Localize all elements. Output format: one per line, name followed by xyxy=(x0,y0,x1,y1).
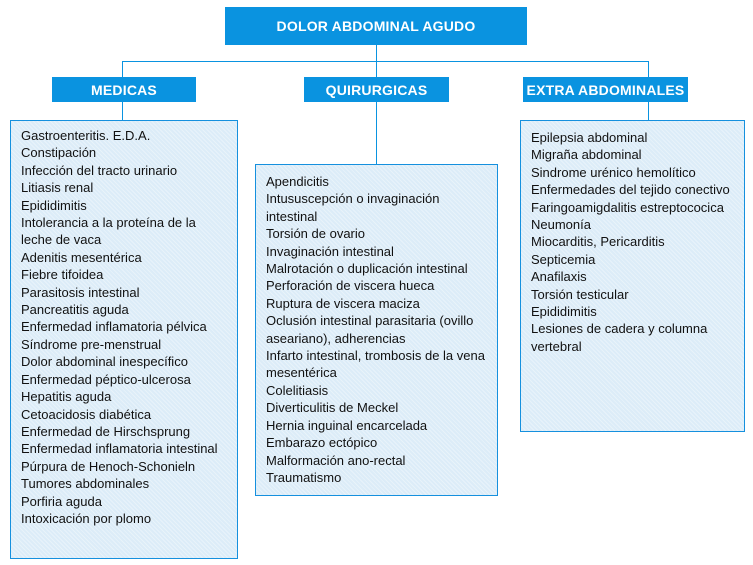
list-item: Malrotación o duplicación intestinal xyxy=(266,261,468,277)
list-item: Anafilaxis xyxy=(531,269,587,285)
list-item: Enfermedad péptico-ulcerosa xyxy=(21,371,191,387)
medicas-list xyxy=(10,120,238,559)
list-item: Hepatitis aguda xyxy=(21,389,112,405)
list-item: Pancreatitis aguda xyxy=(21,302,129,318)
list-item: Hernia inguinal encarcelada xyxy=(266,417,428,433)
list-item: Invaginación intestinal xyxy=(266,243,394,259)
list-item: Neumonía xyxy=(531,217,591,233)
category-extra-abdominales: EXTRA ABDOMINALES xyxy=(523,77,688,102)
list-item: Enfermedad inflamatoria pélvica xyxy=(21,319,207,335)
list-item: Infección del tracto urinario xyxy=(21,162,178,178)
list-item: Torsión testicular xyxy=(531,286,629,302)
list-item: Intususcepción o invaginación intestinal xyxy=(266,191,440,224)
extra-abdominales-list xyxy=(520,120,745,432)
list-item: Dolor abdominal inespecífico xyxy=(21,354,188,370)
list-item: Septicemia xyxy=(531,251,596,267)
list-item: Miocarditis, Pericarditis xyxy=(531,234,665,250)
list-item: Malformación ano-rectal xyxy=(266,452,406,468)
connector xyxy=(122,61,649,62)
list-item: Enfermedad de Hirschsprung xyxy=(21,423,191,439)
list-item: Púrpura de Henoch-Schonieln xyxy=(21,458,196,474)
list-item: Síndrome pre-menstrual xyxy=(21,336,162,352)
category-medicas: MEDICAS xyxy=(52,77,196,102)
list-item: Sindrome urénico hemolítico xyxy=(531,164,696,180)
category-quirurgicas: QUIRURGICAS xyxy=(304,77,449,102)
list-item: Embarazo ectópico xyxy=(266,435,378,451)
list-item: Lesiones de cadera y columna vertebral xyxy=(531,321,708,354)
root-node: DOLOR ABDOMINAL AGUDO xyxy=(225,7,527,45)
list-item: Epilepsia abdominal xyxy=(531,130,648,145)
list-item: Perforación de viscera hueca xyxy=(266,278,435,294)
list-item: Porfiria aguda xyxy=(21,493,102,509)
list-item: Apendicitis xyxy=(266,174,329,189)
list-item: Intolerancia a la proteína de la leche de vaca xyxy=(21,215,196,248)
list-item: Ruptura de viscera maciza xyxy=(266,295,420,311)
list-item: Diverticulitis de Meckel xyxy=(266,400,399,416)
list-item: Oclusión intestinal parasitaria (ovillo aseariano), adherencias xyxy=(266,313,474,346)
list-item: Enfermedad inflamatoria intestinal xyxy=(21,441,218,457)
list-item: Infarto intestinal, trombosis de la vena mesentérica xyxy=(266,348,485,381)
list-item: Epididimitis xyxy=(21,197,87,213)
list-item: Colelitiasis xyxy=(266,382,329,398)
list-item: Parasitosis intestinal xyxy=(21,284,140,300)
list-item: Epididimitis xyxy=(531,304,597,320)
list-item: Enfermedades del tejido conectivo xyxy=(531,182,730,198)
connector xyxy=(376,45,377,164)
list-item: Tumores abdominales xyxy=(21,476,150,492)
list-item: Faringoamigdalitis estreptococica xyxy=(531,199,724,215)
list-item: Cetoacidosis diabética xyxy=(21,406,152,422)
list-item: Traumatismo xyxy=(266,469,342,485)
list-item: Torsión de ovario xyxy=(266,226,365,242)
list-item: Intoxicación por plomo xyxy=(21,510,152,526)
list-item: Fiebre tifoidea xyxy=(21,267,104,283)
list-item: Migraña abdominal xyxy=(531,147,642,163)
list-item: Constipación xyxy=(21,145,97,161)
list-item: Gastroenteritis. E.D.A. xyxy=(21,128,151,143)
list-item: Litiasis renal xyxy=(21,180,94,196)
quirurgicas-list xyxy=(255,164,498,496)
list-item: Adenitis mesentérica xyxy=(21,249,142,265)
